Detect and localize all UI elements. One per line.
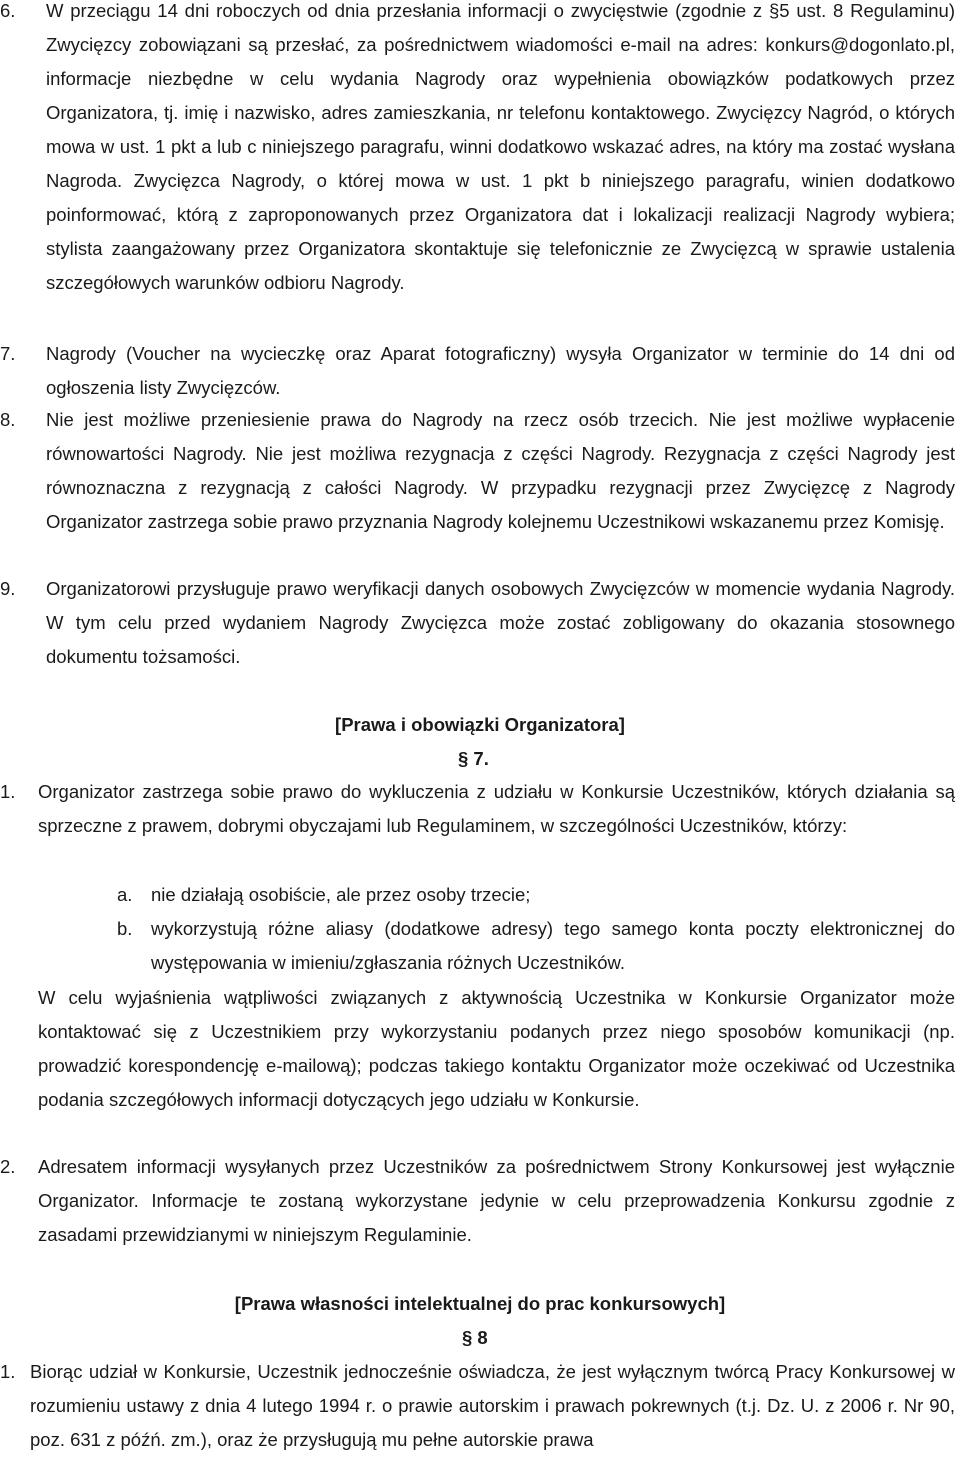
list-number-7: 7.	[0, 343, 16, 364]
paragraph-8: Nie jest możliwe przeniesienie prawa do Nagrody na rzecz osób trzecich. Nie jest możliwe wypłacenie równowartości Nagrody. Nie jest możliwa rezygnacja z części Nagrody. Rezygnacja z części Nagrody jest równoznaczna z rezygnacją z całości Nagrody. W przypadku rezygnacji przez Zwycięzcę z Nagrody Organizator zastrzega sobie prawo przyznania Nagrody kolejnemu Uczestnikowi wskazanemu przez Komisję.	[46, 409, 955, 532]
section-7-paragraph-2: Adresatem informacji wysyłanych przez Uczestników za pośrednictwem Strony Konkursowej jest wyłącznie Organizator. Informacje te zostaną wykorzystane jedynie w celu przeprowadzenia Konkursu zgodnie z zasadami przewidzianymi w niniejszym Regulaminie.	[38, 1156, 955, 1245]
section-7-number-2: 2.	[0, 1156, 16, 1177]
list-number-8: 8.	[0, 409, 16, 430]
section-8-number-1: 1.	[0, 1361, 16, 1382]
sublist-item-b: wykorzystują różne aliasy (dodatkowe adresy) tego samego konta poczty elektronicznej do występowania w imieniu/zgłaszania różnych Uczestników.	[151, 918, 955, 973]
paragraph-7: Nagrody (Voucher na wycieczkę oraz Aparat fotograficzny) wysyła Organizator w terminie do 14 dni od ogłoszenia listy Zwycięzców.	[46, 343, 955, 398]
sublist-letter-a: a.	[117, 884, 133, 905]
list-number-9: 9.	[0, 578, 16, 599]
section-7-symbol: § 7.	[458, 748, 489, 769]
section-8-symbol: § 8	[462, 1327, 488, 1348]
section-7-paragraph-1: Organizator zastrzega sobie prawo do wykluczenia z udziału w Konkursie Uczestników, których działania są sprzeczne z prawem, dobrymi obyczajami lub Regulaminem, w szczególności Uczestników, którzy:	[38, 781, 955, 836]
sublist-item-a: nie działają osobiście, ale przez osoby trzecie;	[151, 884, 531, 905]
section-7-heading: [Prawa i obowiązki Organizatora]	[335, 714, 625, 735]
section-8-paragraph-1: Biorąc udział w Konkursie, Uczestnik jednocześnie oświadcza, że jest wyłącznym twórcą Pracy Konkursowej w rozumieniu ustawy z dnia 4 lutego 1994 r. o prawie autorskim i prawach pokrewnych (t.j. Dz. U. z 2006 r. Nr 90, poz. 631 z późń. zm.), oraz że przysługują mu pełne autorskie prawa	[30, 1361, 955, 1450]
section-7-number-1: 1.	[0, 781, 16, 802]
sublist-letter-b: b.	[117, 918, 133, 939]
section-7-paragraph-1-continuation: W celu wyjaśnienia wątpliwości związanych z aktywnością Uczestnika w Konkursie Organizator może kontaktować się z Uczestnikiem przy wykorzystaniu podanych przez niego sposobów komunikacji (np. prowadzić korespondencję e-mailową); podczas takiego kontaktu Organizator może oczekiwać od Uczestnika podania szczegółowych informacji dotyczących jego udziału w Konkursie.	[38, 987, 955, 1110]
list-number-6: 6.	[0, 0, 16, 21]
paragraph-6: W przeciągu 14 dni roboczych od dnia przesłania informacji o zwycięstwie (zgodnie z §5 ust. 8 Regulaminu) Zwycięzcy zobowiązani są przesłać, za pośrednictwem wiadomości e-mail na adres: konkurs@dogonlato.pl, informacje niezbędne w celu wydania Nagrody oraz wypełnienia obowiązków podatkowych przez Organizatora, tj. imię i nazwisko, adres zamieszkania, nr telefonu kontaktowego. Zwycięzcy Nagród, o których mowa w ust. 1 pkt a lub c niniejszego paragrafu, winni dodatkowo wskazać adres, na który ma zostać wysłana Nagroda. Zwycięzca Nagrody, o której mowa w ust. 1 pkt b niniejszego paragrafu, winien dodatkowo poinformować, którą z zaproponowanych przez Organizatora dat i lokalizacji realizacji Nagrody wybiera; stylista zaangażowany przez Organizatora skontaktuje się telefonicznie ze Zwycięzcą w sprawie ustalenia szczegółowych warunków odbioru Nagrody.	[46, 0, 955, 293]
paragraph-9: Organizatorowi przysługuje prawo weryfikacji danych osobowych Zwycięzców w momencie wydania Nagrody. W tym celu przed wydaniem Nagrody Zwycięzca może zostać zobligowany do okazania stosownego dokumentu tożsamości.	[46, 578, 955, 667]
section-8-heading: [Prawa własności intelektualnej do prac konkursowych]	[234, 1293, 726, 1314]
